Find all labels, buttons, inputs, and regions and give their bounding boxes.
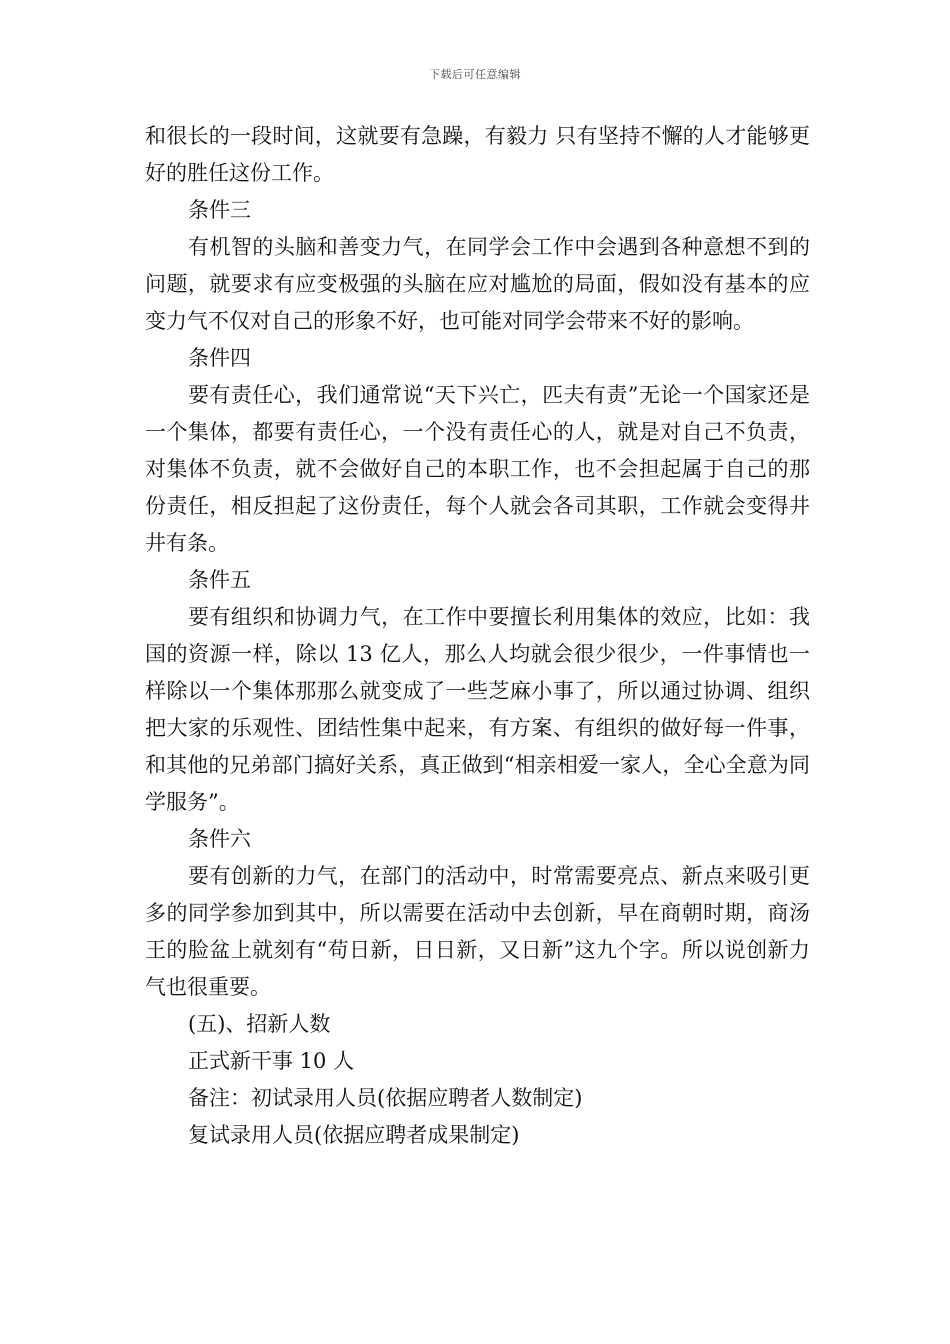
paragraph-condition-six: 要有创新的力气，在部门的活动中，时常需要亮点、新点来吸引更多的同学参加到其中，所以需要在活动中去创新，早在商朝时期，商汤王的脸盆上就刻有“苟日新，日日新，又日新”这九个字。所以说创新力气也很重要。 bbox=[145, 864, 810, 999]
heading-recruitment-count: (五)、招新人数 bbox=[188, 1012, 331, 1036]
page-header-note: 下载后可任意编辑 bbox=[429, 68, 521, 81]
paragraph-official-staff-count: 正式新干事 10 人 bbox=[188, 1049, 355, 1073]
paragraph-condition-three: 有机智的头脑和善变力气，在同学会工作中会遇到各种意想不到的问题，就要求有应变极强的头脑在应对尴尬的局面，假如没有基本的应变力气不仅对自己的形象不好，也可能对同学会带来不好的影响。 bbox=[145, 235, 810, 333]
heading-condition-five: 条件五 bbox=[188, 568, 251, 592]
document-body bbox=[145, 118, 810, 1154]
heading-condition-three: 条件三 bbox=[188, 198, 251, 222]
paragraph-condition-four: 要有责任心，我们通常说“天下兴亡，匹夫有责”无论一个国家还是一个集体，都要有责任心，一个没有责任心的人，就是对自己不负责，对集体不负责，就不会做好自己的本职工作，也不会担起属于自己的那份责任，相反担起了这份责任，每个人就会各司其职，工作就会变得井井有条。 bbox=[145, 383, 810, 555]
paragraph-note-second-round: 复试录用人员(依据应聘者成果制定) bbox=[188, 1123, 520, 1147]
paragraph-condition-five: 要有组织和协调力气，在工作中要擅长利用集体的效应，比如：我国的资源一样，除以 13 亿人，那么人均就会很少很少，一件事情也一样除以一个集体那那么就变成了一些芝麻小事了，所以通过协调、组织把大家的乐观性、团结性集中起来，有方案、有组织的做好每一件事，和其他的兄弟部门搞好关系，真正做到“相亲相爱一家人，全心全意为同学服务”。 bbox=[145, 605, 810, 814]
heading-condition-six: 条件六 bbox=[188, 827, 251, 851]
paragraph-intro-continuation: 和很长的一段时间，这就要有急躁，有毅力 只有坚持不懈的人才能够更好的胜任这份工作。 bbox=[145, 124, 810, 185]
paragraph-note-first-round: 备注：初试录用人员(依据应聘者人数制定) bbox=[188, 1086, 583, 1110]
heading-condition-four: 条件四 bbox=[188, 346, 251, 370]
